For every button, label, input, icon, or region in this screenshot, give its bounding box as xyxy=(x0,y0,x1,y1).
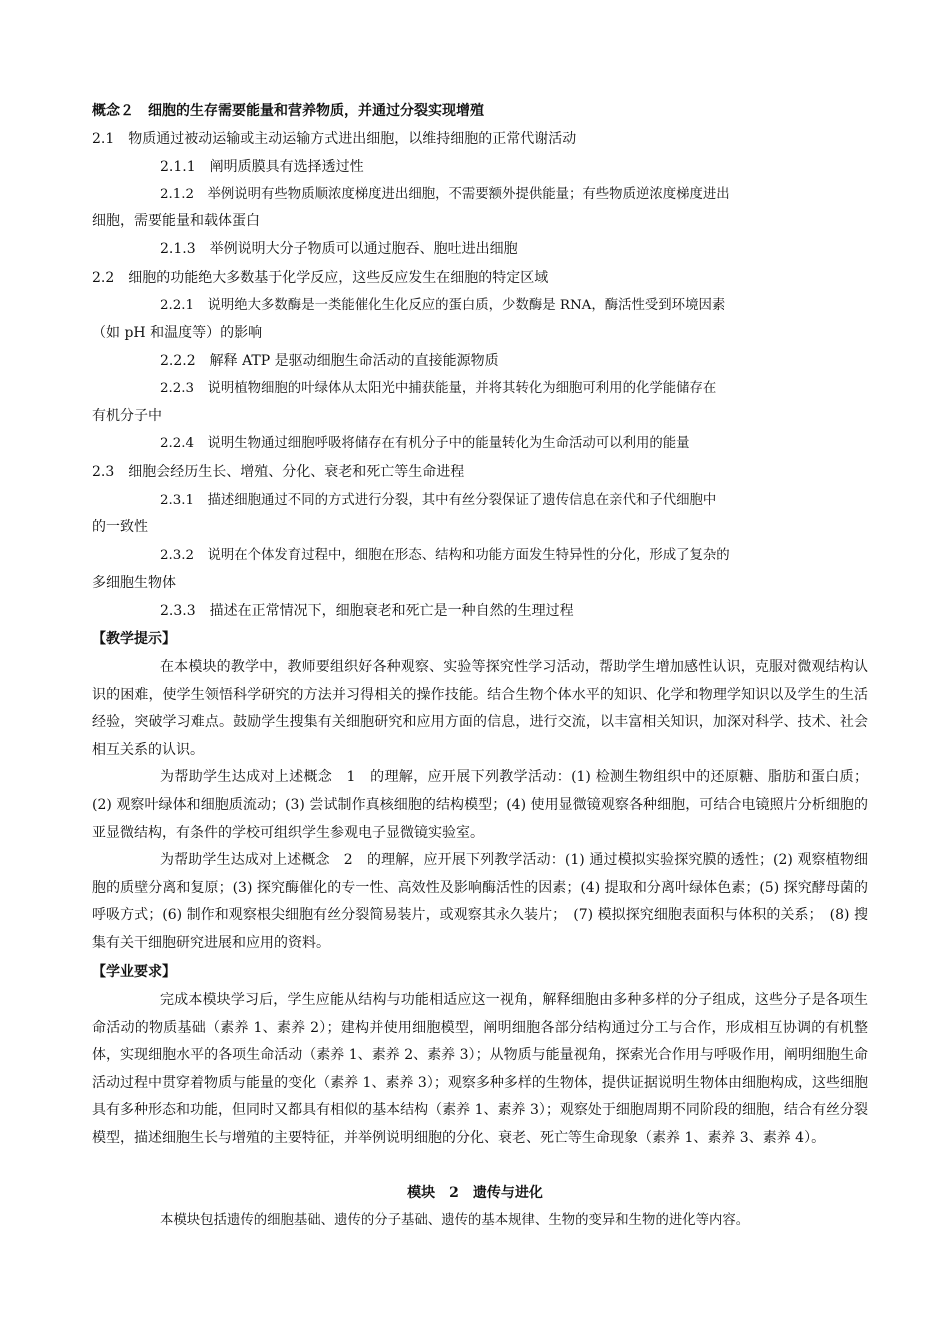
academic-requirements-heading: 【学业要求】 xyxy=(92,964,176,980)
item-2-3-2-line-2: 多细胞生物体 xyxy=(92,575,176,591)
item-2-1-3: 2.1.3 举例说明大分子物质可以通过胞吞、胞吐进出细胞 xyxy=(160,241,518,257)
academic-requirements-paragraph: 完成本模块学习后，学生应能从结构与功能相适应这一视角，解释细胞由多种多样的分子组成，这些分子是各项生命活动的物质基础（素养 1、素养 2）；建构并使用细胞模型，阐明细胞各部分结构通过分工与合作，形成相互协调的有机整体，实现细胞水平的各项生命活动（素养 1、素养 2、素养 3）；从物质与能量视角，探索光合作用与呼吸作用，阐明细胞生命活动过程中贯穿着物质与能量的变化（素养 1、素养 3）；观察多种多样的生物体，提供证据说明生物体由细胞构成，这些细胞具有多种形态和功能，但同时又都具有相似的基本结构（素养 1、素养 3）；观察处于细胞周期不同阶段的细胞，结合有丝分裂模型，描述细胞生长与增殖的主要特征，并举例说明细胞的分化、衰老、死亡等生命现象（素养 1、素养 3、素养 4）。 xyxy=(92,992,868,1146)
teaching-tips-paragraph-3: 为帮助学生达成对上述概念 2 的理解，应开展下列教学活动：(1) 通过模拟实验探究膜的透性；(2) 观察植物细胞的质壁分离和复原；(3) 探究酶催化的专一性、高效性及影响酶活性的因素；(4) 提取和分离叶绿体色素；(5) 探究酵母菌的呼吸方式；(6) 制作和观察根尖细胞有丝分裂简易装片，或观察其永久装片； (7) 模拟探究细胞表面积与体积的关系； (8) 搜集有关干细胞研究进展和应用的资料。 xyxy=(92,852,868,951)
item-2-3-2-line-1: 2.3.2 说明在个体发育过程中，细胞在形态、结构和功能方面发生特异性的分化，形成了复杂的 xyxy=(160,548,730,563)
academic-requirements-body xyxy=(92,987,868,1153)
teaching-tips-paragraph-1: 在本模块的教学中，教师要组织好各种观察、实验等探究性学习活动，帮助学生增加感性认识，克服对微观结构认识的困难，使学生领悟科学研究的方法并习得相关的操作技能。结合生物个体水平的知识、化学和物理学知识以及学生的生活经验，突破学习难点。鼓励学生搜集有关细胞研究和应用方面的信息，进行交流，以丰富相关知识，加深对科学、技术、社会相互关系的认识。 xyxy=(92,659,868,758)
item-2-3-3: 2.3.3 描述在正常情况下，细胞衰老和死亡是一种自然的生理过程 xyxy=(160,603,574,619)
item-2-1-1: 2.1.1 阐明质膜具有选择透过性 xyxy=(160,159,364,175)
item-2-2-1-line-1: 2.2.1 说明绝大多数酶是一类能催化生化反应的蛋白质，少数酶是 RNA，酶活性受到环境因素 xyxy=(160,298,726,313)
item-2-1-2-line-2: 细胞，需要能量和载体蛋白 xyxy=(92,213,260,229)
section-2-2: 2.2 细胞的功能绝大多数基于化学反应，这些反应发生在细胞的特定区域 xyxy=(92,270,549,286)
item-2-2-4: 2.2.4 说明生物通过细胞呼吸将储存在有机分子中的能量转化为生命活动可以利用的能量 xyxy=(160,436,690,451)
teaching-tips-paragraph-2: 为帮助学生达成对上述概念 1 的理解，应开展下列教学活动：(1) 检测生物组织中的还原糖、脂肪和蛋白质；(2) 观察叶绿体和细胞质流动；(3) 尝试制作真核细胞的结构模型；(4) 使用显微镜观察各种细胞，可结合电镜照片分析细胞的亚显微结构，有条件的学校可组织学生参观电子显微镜实验室。 xyxy=(92,769,868,841)
module-2-intro: 本模块包括遗传的细胞基础、遗传的分子基础、遗传的基本规律、生物的变异和生物的进化等内容。 xyxy=(160,1213,750,1228)
concept-2-title: 概念２ 细胞的生存需要能量和营养物质，并通过分裂实现增殖 xyxy=(92,103,484,119)
teaching-tips-heading: 【教学提示】 xyxy=(92,631,176,647)
item-2-2-3-line-2: 有机分子中 xyxy=(92,408,162,424)
section-2-1: 2.1 物质通过被动运输或主动运输方式进出细胞，以维持细胞的正常代谢活动 xyxy=(92,131,577,147)
item-2-2-2: 2.2.2 解释 ATP 是驱动细胞生命活动的直接能源物质 xyxy=(160,353,499,369)
item-2-3-1-line-1: 2.3.1 描述细胞通过不同的方式进行分裂，其中有丝分裂保证了遗传信息在亲代和子代细胞中 xyxy=(160,493,717,508)
module-2-title: 模块 2 遗传与进化 xyxy=(407,1185,543,1201)
section-2-3: 2.3 细胞会经历生长、增殖、分化、衰老和死亡等生命进程 xyxy=(92,464,465,480)
item-2-3-1-line-2: 的一致性 xyxy=(92,519,148,535)
item-2-2-1-line-2: （如 pH 和温度等）的影响 xyxy=(92,325,263,341)
item-2-2-3-line-1: 2.2.3 说明植物细胞的叶绿体从太阳光中捕获能量，并将其转化为细胞可利用的化学能储存在 xyxy=(160,381,717,396)
item-2-1-2-line-1: 2.1.2 举例说明有些物质顺浓度梯度进出细胞，不需要额外提供能量；有些物质逆浓度梯度进出 xyxy=(160,187,730,202)
teaching-tips-body xyxy=(92,654,868,958)
